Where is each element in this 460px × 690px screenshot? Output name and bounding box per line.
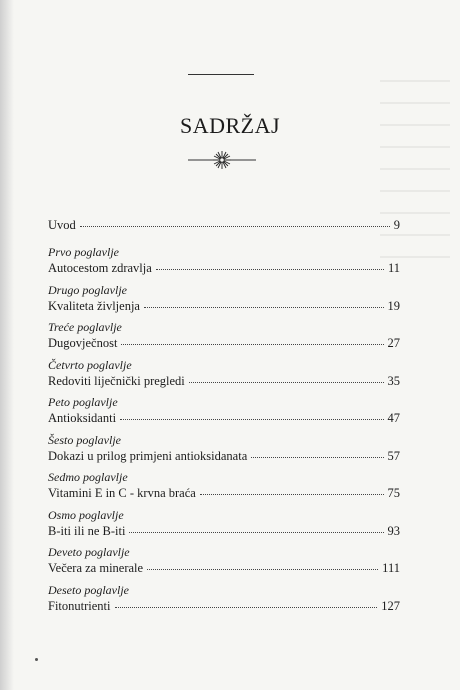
entry-title: Dugovječnost: [48, 336, 118, 350]
chapter-label: Prvo poglavlje: [48, 245, 119, 259]
page-number: 57: [387, 448, 400, 463]
toc-line: [48, 218, 400, 233]
toc-line: [48, 374, 400, 389]
toc-line: [48, 261, 400, 276]
chapter-label: Osmo poglavlje: [48, 507, 124, 522]
entry-title: Dokazi u prilog primjeni antioksidanata: [48, 448, 248, 463]
dot-leader: [115, 607, 378, 608]
dot-leader: [156, 269, 384, 270]
entry-title: Kvaliteta življenja: [48, 298, 140, 313]
entry-title: Autocestom zdravlja: [48, 261, 152, 275]
chapter-label: Četvrto poglavlje: [48, 357, 132, 372]
page-number: 11: [387, 261, 400, 275]
page-title: SADRŽAJ: [179, 113, 281, 138]
dot-leader: [189, 382, 384, 383]
top-rule: [188, 74, 254, 75]
page-number: 47: [387, 411, 400, 425]
chapter-label: Drugo poglavlje: [48, 282, 127, 297]
chapter-label: Deveto poglavlje: [48, 545, 130, 559]
page-number: 19: [387, 298, 400, 313]
dot-leader: [144, 307, 384, 308]
toc-line: [48, 411, 400, 426]
dot-leader: [121, 344, 383, 345]
entry-title: Antioksidanti: [48, 411, 117, 425]
dot-leader: [120, 419, 383, 420]
page-number: 9: [393, 218, 400, 232]
starburst-ornament-icon: [188, 150, 256, 170]
dot-leader: [147, 569, 378, 570]
toc-line: [48, 449, 400, 464]
toc-line: [48, 336, 400, 351]
dot-leader: [200, 494, 384, 495]
dot-leader: [129, 532, 383, 533]
chapter-label: Deseto poglavlje: [48, 582, 129, 597]
entry-title: B-iti ili ne B-iti: [48, 523, 126, 538]
page-number: 111: [382, 561, 400, 575]
entry-title: Vitamini E in C - krvna braća: [48, 486, 196, 500]
chapter-label: Treće poglavlje: [48, 320, 122, 334]
bleed-through-text: [380, 80, 450, 260]
page-number: 93: [387, 523, 400, 538]
toc-line: [48, 599, 400, 614]
entry-title: Fitonutrienti: [48, 598, 111, 613]
page-number: 27: [387, 336, 400, 350]
chapter-label: Sedmo poglavlje: [48, 470, 128, 484]
page-number: 127: [381, 598, 400, 613]
page-number: 75: [387, 486, 400, 500]
dot-leader: [251, 457, 383, 458]
page-number: 35: [387, 373, 400, 388]
toc-line: [48, 486, 400, 501]
page-speck: [35, 658, 38, 661]
dot-leader: [80, 226, 390, 227]
chapter-label: Šesto poglavlje: [48, 432, 121, 447]
page-edge-shadow: [0, 0, 14, 690]
entry-title: Redoviti liječnički pregledi: [48, 373, 185, 388]
toc-line: [48, 299, 400, 314]
entry-title: Večera za minerale: [48, 561, 144, 575]
chapter-label: Peto poglavlje: [48, 395, 118, 409]
toc-line: [48, 524, 400, 539]
toc-line: [48, 561, 400, 576]
entry-title: Uvod: [48, 218, 76, 232]
